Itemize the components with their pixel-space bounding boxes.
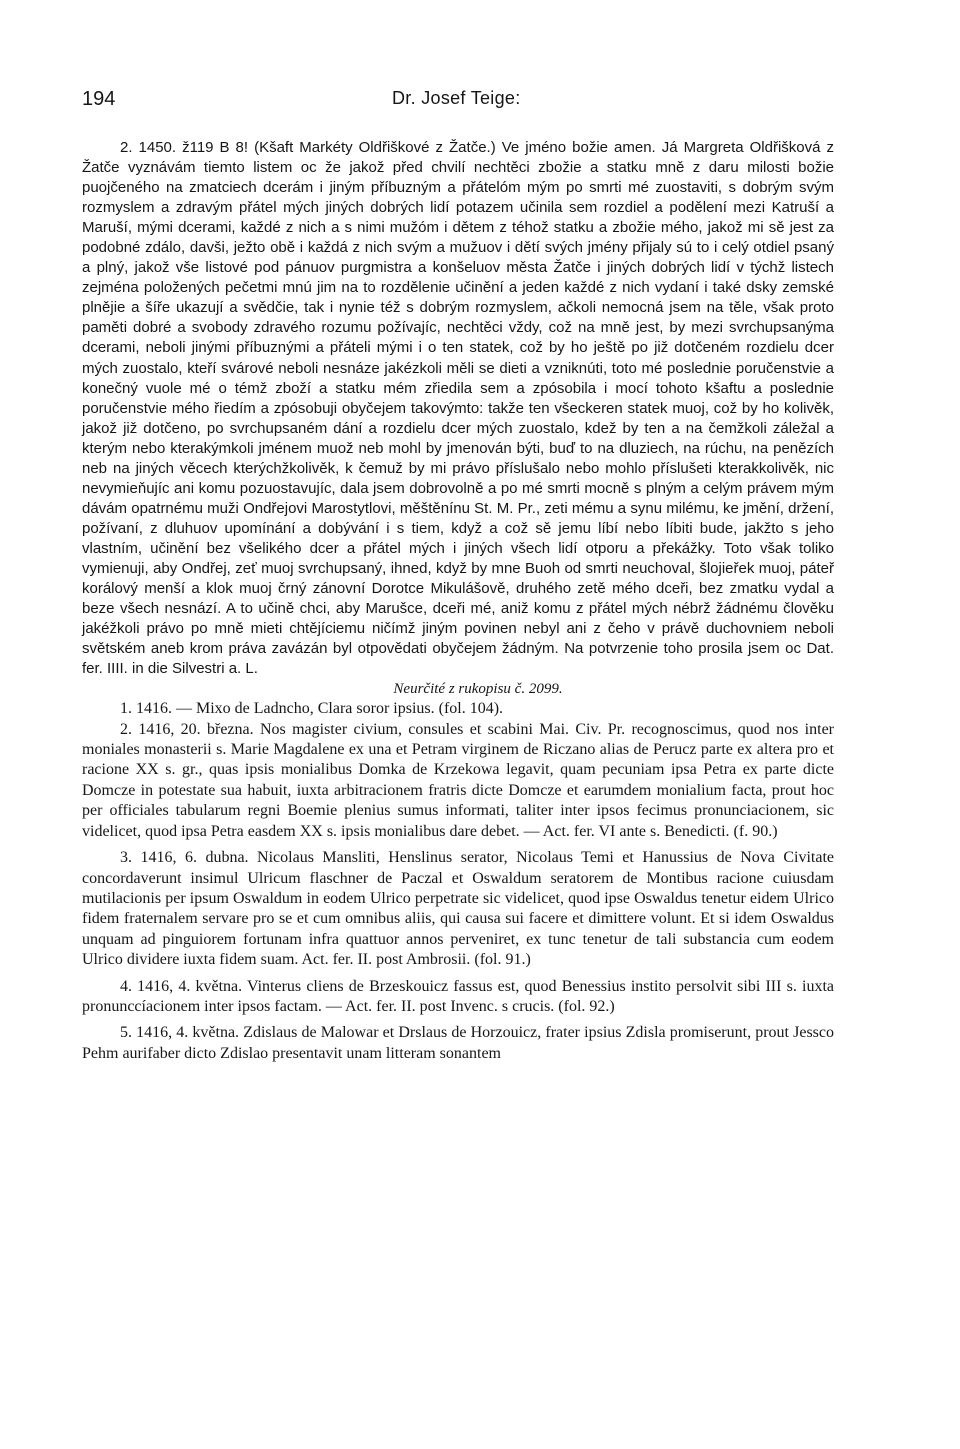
entry-4: 4. 1416, 4. května. Vinterus cliens de Brzeskouicz fassus est, quod Benessius instito persolvit sibi III s. iuxta pronunccíacionem inter ipsos factam. — Act. fer. II. post Invenc. s crucis. (fol. 92.): [82, 977, 834, 1015]
entry-kshaft-marketa: 2. 1450. ž119 B 8! (Kšaft Markéty Oldřiškové z Žatče.) Ve jméno božie amen. Já Margreta Oldřišková z Žatče vyznávám tiemto listem oc že jakož před chvilí nechtěci zbožie a statku mně z daru milosti božie puojčeného na zmatciech dcerám i jiným příbuzným a přátelóm mým po smrti mé zuostaviti, s dobrým svým rozmyslem a zdravým přátel mých jiných dobrých lidí potazem učinila sem rozdiel a podělení mezi Katruší a Maruší, mými dcerami, každé z nich a s nimi mužóm i dětem z téhož statku a zbožie mého, jakož mi sě jest za podobné zdálo, davši, ježto obě i každá z nich svým a mužuov i dětí svých jmény přijaly sú to i celý otdiel psaný a plný, jakož vše listové pod pánuov purgmistra a konšeluov města Žatče i jiných dobrých lidí v týchž listech zejména položených pečetmi mnú jim na to rozdělenie učinění a jeden každé z nich vydaní i také dsky zemské plnějie a šíře ukazují a svědčie, tak i nynie též s dobrým rozmyslem, ačkoli nemocná jsem na těle, však proto paměti dobré a svobody zdravého rozumu požívajíc, nechtěci vždy, což na mně jest, by mezi svrchupsanýma dcerami, neboli jinými příbuznými a přáteli mými i o ten statek, což by ho ještě po již dotčeném rozdielu dcer mých zuostalo, kteří svárové neboli nesnáze jakézkoli měli se dieti a vzniknúti, toto mé poslednie poručenstvie a konečný vuole mé o témž zboží a statku mém zřiedila sem a zpósobila i mocí tohoto kšaftu a poslednie poručenstvie mého řiedím a zpósobuji obyčejem takovýmto: takže ten všeckeren statek muoj, což by ho kolivěk, jakož již dotčeno, po svrchupsaném dání a rozdielu dcer mých zuostalo, kdež by ten a na čemžkoli záležal a kterým nebo kterakýmkoli jménem muož neb mohl by jmenován býti, buď to na dluziech, na rúchu, na penězích neb na jiných věcech kterýchžkolivěk, k čemuž by mi právo příslušalo nebo mohlo příslušeti kterakkolivěk, nic nevymieňujíc ani komu pozuostavujíc, dala jsem dobrovolně a po mé smrti mocně s plným a celým právem mým dávám opatrnému muži Ondřejovi Marostytlovi, měštěnínu St. M. Pr., zeti mému a synu milému, ke jmění, držení, požívaní, z dluhuov upomínání a dobývání i s tiem, když a což sě jemu líbí nebo líbiti bude, jakžto s jeho vlastním, učinění bez všelikého dcer a přátel mých i jiných všech lidí otporu a překážky. Toto však toliko vymienuji, aby Ondřej, zeť muoj svrchupsaný, ihned, když by mne Buoh od smrti neuchoval, šlojieřek muoj, páteř korálový menší a klok muoj črný zánovní Dorotce Mikulášově, druhého zetě mého dceři, bez zmatku vydal a beze všech nesnází. A to učině chci, aby Marušce, dceři mé, aniž komu z přátel mých nébrž žádnému člověku jakéžkoli právo po mně mieti chtějíciemu ničímž jiným povinen nebyl ani z čeho v právě duchovniem neboli světském aneb krom práva zavázán byl otpovědati obyčejem žádným. Na potvrzenie toho prosila jsem oc Dat. fer. IIII. in die Silvestri a. L.: [82, 139, 834, 678]
page-body: [82, 138, 834, 1064]
entry-5: 5. 1416, 4. května. Zdislaus de Malowar et Drslaus de Horzouicz, frater ipsius Zdisla promiserunt, prout Jessco Pehm aurifaber dicto Zdislao presentavit unam litteram sonantem: [82, 1024, 834, 1062]
entry-1: 1. 1416. — Mixo de Ladncho, Clara soror ipsius. (fol. 104).: [120, 700, 504, 718]
author-heading: Dr. Josef Teige:: [392, 88, 521, 108]
running-head: [82, 88, 842, 114]
entry-2: 2. 1416, 20. března. Nos magister civium, consules et scabini Mai. Civ. Pr. recognoscimus, quod nos inter moniales monasterii s. Marie Magdalene ex una et Petram virginem de Riczano alias de Perucz parte ex altera pro et racione XX s. gr., quas ipsis monialibus Domka de Krzekowa legavit, quam pecuniam ipsa Petra ex parte dicte Domcze in potestate sua habuit, iuxta arbitracionem fratris dicte Domcze et earumdem monialium facta, prout hoc per officiales tabularum regni Boemie plenius sumus informati, taliter inter ipsos fecimus pronunciacionem, sic videlicet, quod ipsa Petra easdem XX s. ipsis monialibus dare debet. — Act. fer. VI ante s. Benedicti. (f. 90.): [82, 720, 834, 840]
entry-3: 3. 1416, 6. dubna. Nicolaus Mansliti, Henslinus serator, Nicolaus Temi et Hanussius de Nova Civitate concordaverunt insimul Ulricum flaschner de Paczal et Oswaldum seratorem de Montibus racione cuiusdam mutilacionis per ipsum Oswaldum in eodem Ulrico perpetrate sic videlicet, quod ipse Oswaldus tenetur eidem Ulrico fidem fraternalem servare pro se et cum omnibus aliis, qui causa sui facere et dimittere volunt. Et si idem Oswaldus unquam ad pinguiorem fortunam infra quattuor annos perveniret, ex tunc tenetur de tali substancia cum eodem Ulrico dividere iuxta fidem suam. Act. fer. II. post Ambrosii. (fol. 91.): [82, 849, 834, 969]
section-caption: Neurčité z rukopisu č. 2099.: [393, 681, 563, 698]
page-number: 194: [82, 88, 116, 110]
